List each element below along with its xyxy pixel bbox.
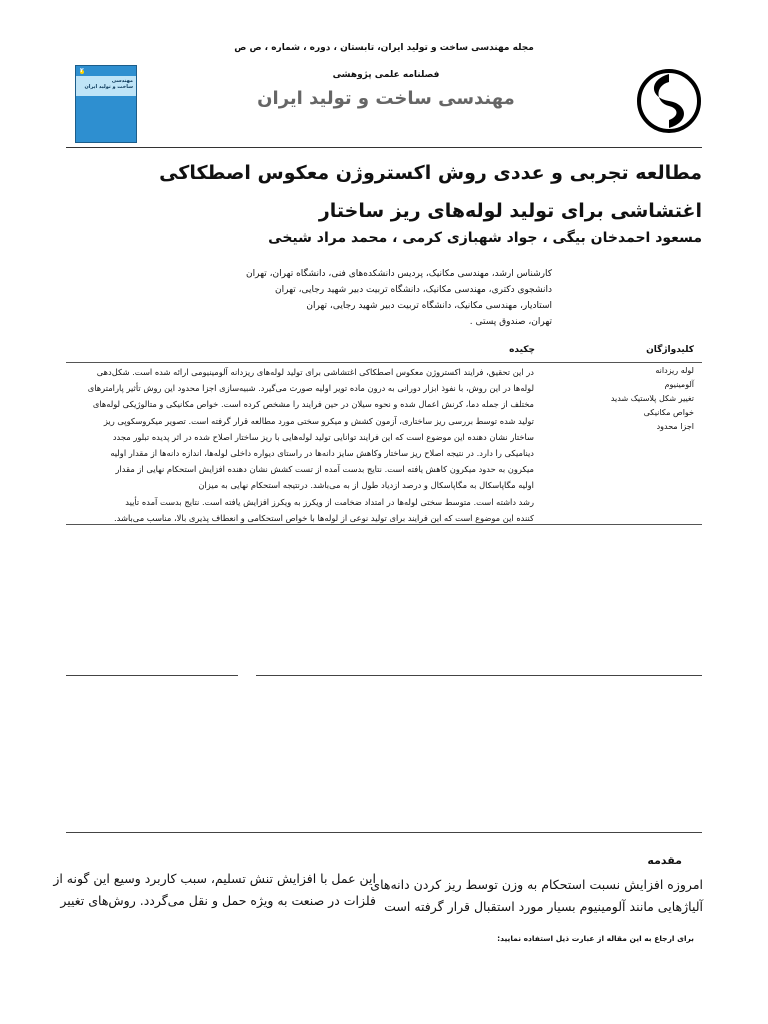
journal-title: مهندسی ساخت و تولید ایران [257, 88, 515, 109]
abstract-body [66, 364, 534, 526]
keyword-item: لوله ریزدانه [655, 366, 694, 375]
journal-subtitle: فصلنامه علمی پژوهشی [332, 70, 440, 80]
abstract-line: لوله‌ها در این روش، با نفوذ ابزار دورانی به درون ماده تویر اولیه صورت می‌گیرد. شبیه‌سازی اجزا محدود این روش تأثیر پارامترهای [87, 383, 534, 394]
abstract-line: کننده این موضوع است که این فرایند برای تولید نوعی از لوله‌ها با خواص استحکامی و انعطاف پذیری بالا، مناسب می‌باشد. [114, 512, 534, 523]
keywords-list [574, 364, 694, 434]
affiliation-line: دانشجوی دکتری، مهندسی مکانیک، دانشگاه تربیت دبیر شهید رجایی، تهران [275, 285, 552, 295]
intro-left-column [53, 868, 376, 912]
footnote-rule-right [256, 675, 702, 676]
intro-line: امروزه افزایش نسبت استحکام به وزن توسط ریز کردن دانه‌های [370, 877, 703, 892]
keyword-item: اجزا محدود [656, 422, 694, 431]
affiliation-line: تهران، صندوق پستی . [469, 317, 552, 327]
intro-line: فلزات در صنعت به ویژه حمل و نقل می‌گردد. روش‌های تغییر [60, 893, 376, 908]
author-affiliations [240, 266, 552, 330]
header-separator [66, 147, 702, 148]
cover-title-line-1: مهندسی [111, 78, 133, 84]
affiliation-line: کارشناس ارشد، مهندسی مکانیک، پردیس دانشکده‌های فنی، دانشگاه تهران، تهران [246, 269, 552, 279]
citation-note: برای ارجاع به این مقاله از عبارت ذیل استفاده نمایید: [497, 934, 694, 943]
footnote-rule-left [66, 675, 238, 676]
abstract-line: رشد داشته است. متوسط سختی لوله‌ها در امتداد ضخامت از ویکرز به ویکرز افزایش یافته است. نتایج بدست آمده تأیید [125, 496, 534, 507]
keyword-item: آلومینیوم [664, 380, 694, 389]
intro-right-column [370, 874, 703, 918]
abstract-bottom-rule [66, 524, 702, 525]
keyword-item: تغییر شکل پلاستیک شدید [610, 394, 694, 403]
journal-header [66, 64, 702, 143]
abstract-line: تولید شده توسط بررسی ریز ساختاری، آزمون کشش و میکرو سختی مورد مطالعه قرار گرفته است. تصویر میکروسکوپی ریز [103, 415, 534, 426]
abstract-heading: چکیده [509, 345, 535, 355]
intro-heading: مقدمه [647, 854, 682, 867]
abstract-top-rule [66, 362, 702, 363]
cover-issue-number: ۲ [80, 67, 84, 74]
cover-title-line-2: ساخت و تولید ایران [84, 84, 133, 90]
abstract-line: میکرون به حدود میکرون کاهش یافته است. نتایج بدست آمده از تست کشش نشان دهنده افزایش استحکام نهایی از مقدار [115, 464, 534, 475]
abstract-line: ساختار نشان دهنده این موضوع است که این فرایند توانایی تولید لوله‌هایی با ریز ساختار اصلاح شده در اثر پدیده تبلور مجدد [112, 431, 534, 442]
paper-authors: مسعود احمدخان بیگی ، جواد شهبازی کرمی ، محمد مراد شیخی [268, 230, 702, 246]
cover-title [79, 78, 133, 90]
keywords-heading: کلیدواژگان [646, 345, 694, 355]
journal-cover-image [75, 65, 137, 143]
intro-line: این عمل با افزایش تنش تسلیم، سبب کاربرد وسیع این گونه از [53, 871, 376, 886]
body-separator-rule [66, 832, 702, 833]
abstract-line: اولیه مگاپاسکال به مگاپاسکال و درصد ازدیاد طول از به می‌باشد. درنتیجه استحکام نهایی به میزان [198, 480, 534, 491]
keyword-item: خواص مکانیکی [643, 408, 694, 417]
affiliation-line: استادیار، مهندسی مکانیک، دانشگاه تربیت دبیر شهید رجایی، تهران [306, 301, 552, 311]
journal-logo-icon [636, 68, 702, 134]
paper-title: مطالعه تجربی و عددی روش اکستروژن معکوس اصطکاکی اغتشاشی برای تولید لوله‌های ریز ساختار [159, 162, 702, 222]
intro-line: آلیاژهایی مانند آلومینیوم بسیار مورد استقبال قرار گرفته است [384, 899, 703, 914]
journal-citation-line: مجله مهندسی ساخت و تولید ایران، تابستان ، دوره ، شماره ، ص ص [234, 43, 534, 53]
abstract-line: در این تحقیق، فرایند اکستروژن معکوس اصطکاکی اغتشاشی برای تولید لوله‌های ریزدانه آلومینیومی ارائه شده است. شکل‌دهی [96, 367, 534, 377]
abstract-line: مختلف از جمله دما، کرنش اعمال شده و نحوه سیلان در حین فرایند را مشخص کرده است. خواص مکانیکی و متالوژیکی لوله‌های [92, 399, 534, 410]
abstract-line: دینامیکی را دارد. در نتیجه اصلاح ریز ساختار وکاهش سایز دانه‌ها در راستای دیواره داخلی لوله‌ها، اندازه دانه‌ها از مقدار اولیه [110, 448, 534, 459]
